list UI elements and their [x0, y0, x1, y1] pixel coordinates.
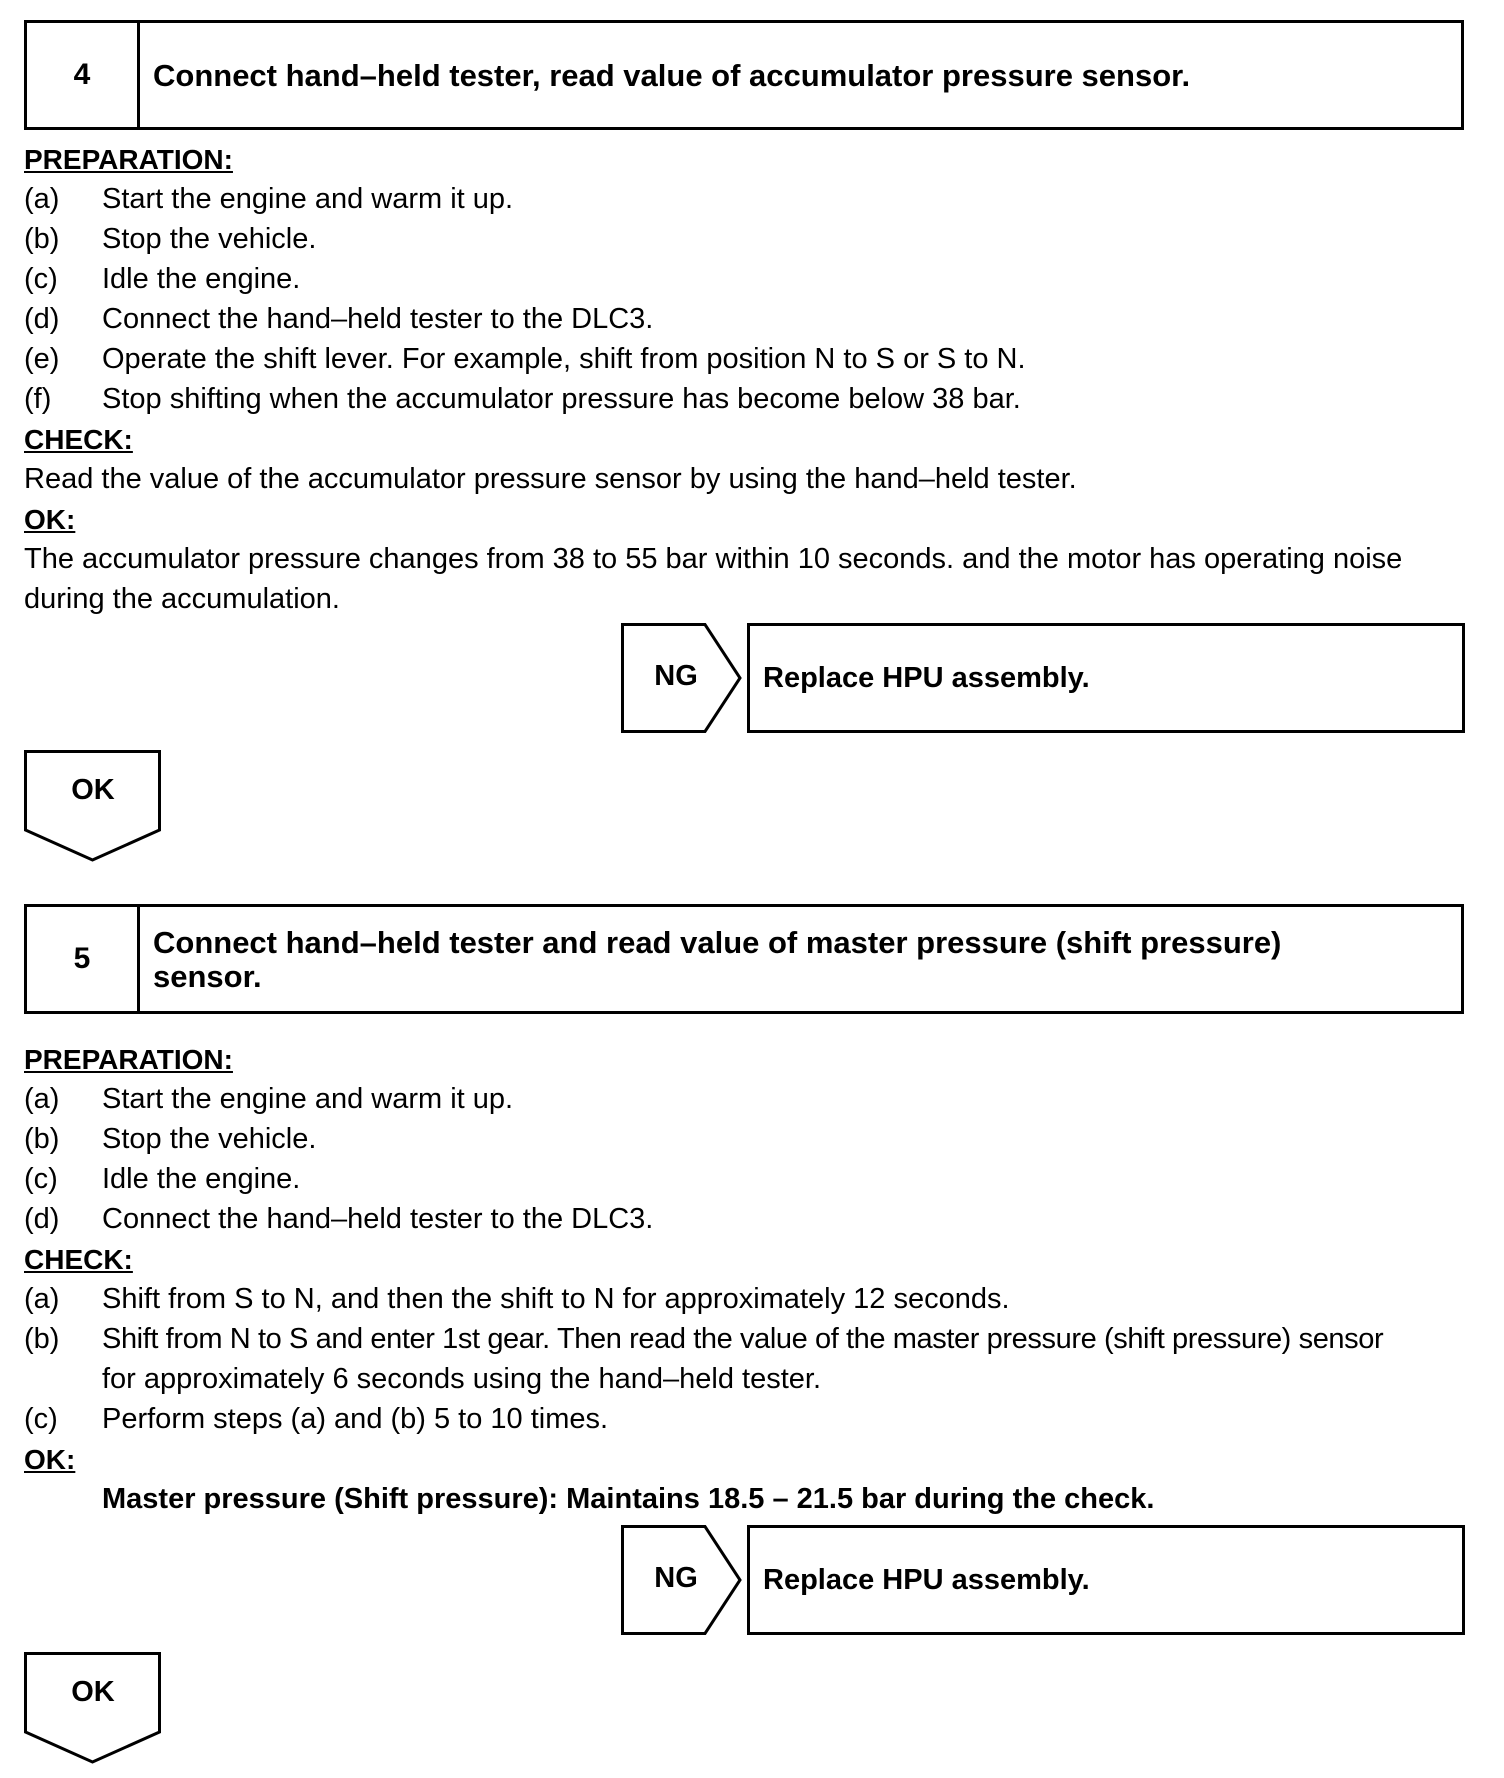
- ng-action-text: Replace HPU assembly.: [763, 1563, 1090, 1596]
- list-text: Idle the engine.: [102, 1163, 301, 1195]
- step-4-number: 4: [27, 23, 140, 127]
- ok-label: OK: [71, 1676, 115, 1708]
- step-5-number: 5: [27, 907, 140, 1011]
- list-text: Perform steps (a) and (b) 5 to 10 times.: [102, 1403, 609, 1435]
- list-label: (e): [24, 343, 60, 375]
- step-5-ng-arrow: [621, 1525, 743, 1635]
- step-4-ok-line-1: The accumulator pressure changes from 38 to 55 bar within 10 seconds. and the motor has operating noise: [24, 543, 1403, 575]
- step-4-preparation-heading: PREPARATION:: [24, 144, 233, 175]
- list-label: (c): [24, 1403, 58, 1435]
- step-4-ng-arrow: [621, 623, 743, 733]
- list-label: (d): [24, 1203, 60, 1235]
- step-4-prep-item-c: [24, 259, 300, 299]
- list-label: (a): [24, 1283, 60, 1315]
- list-text: Start the engine and warm it up.: [102, 1083, 514, 1115]
- step-4-prep-item-f: [24, 379, 1021, 419]
- list-text: Connect the hand–held tester to the DLC3.: [102, 1203, 654, 1235]
- list-label: (c): [24, 1163, 58, 1195]
- list-text: Start the engine and warm it up.: [102, 183, 514, 215]
- step-5-ok-spec: Master pressure (Shift pressure): Maintains 18.5 – 21.5 bar during the check.: [102, 1483, 1155, 1515]
- list-text: Stop the vehicle.: [102, 223, 317, 255]
- list-label: (a): [24, 183, 60, 215]
- list-text: Idle the engine.: [102, 263, 301, 295]
- list-label: (b): [24, 1323, 60, 1355]
- list-label: (d): [24, 303, 60, 335]
- list-label: (b): [24, 1123, 60, 1155]
- list-text: Shift from S to N, and then the shift to N for approximately 12 seconds.: [102, 1283, 1010, 1315]
- step-5-title-line-2: sensor.: [153, 959, 262, 994]
- list-text: Stop the vehicle.: [102, 1123, 317, 1155]
- step-5-check-item-b-continued: for approximately 6 seconds using the hand–held tester.: [102, 1363, 822, 1395]
- step-4-prep-item-d: [24, 299, 653, 339]
- list-label: (c): [24, 263, 58, 295]
- list-label: (a): [24, 1083, 60, 1115]
- step-5-ok-arrow: [24, 1652, 162, 1764]
- ng-action-text: Replace HPU assembly.: [763, 661, 1090, 694]
- step-5-check-item-a: [24, 1279, 1010, 1319]
- step-4-prep-item-a: [24, 179, 513, 219]
- step-4-title: Connect hand–held tester, read value of accumulator pressure sensor.: [153, 58, 1191, 93]
- step-4-ng-action-box: [747, 623, 1465, 733]
- step-4-check-text: Read the value of the accumulator pressure sensor by using the hand–held tester.: [24, 463, 1077, 495]
- step-5-ng-action-box: [747, 1525, 1465, 1635]
- ok-label: OK: [71, 774, 115, 806]
- step-5-prep-item-b: [24, 1119, 316, 1159]
- step-4-ok-heading: OK:: [24, 504, 76, 535]
- step-5-preparation-heading: PREPARATION:: [24, 1044, 233, 1075]
- step-4-header: [24, 20, 1464, 130]
- list-label: (b): [24, 223, 60, 255]
- step-5-header: [24, 904, 1464, 1014]
- list-label: (f): [24, 383, 52, 415]
- step-5-prep-item-d: [24, 1199, 653, 1239]
- list-text: Stop shifting when the accumulator pressure has become below 38 bar.: [102, 383, 1021, 415]
- ng-label: NG: [654, 660, 698, 692]
- step-5-title-line-1: Connect hand–held tester and read value of master pressure (shift pressure): [153, 925, 1282, 960]
- step-4-prep-item-b: [24, 219, 316, 259]
- step-5-ok-heading: OK:: [24, 1444, 76, 1475]
- step-5-prep-item-a: [24, 1079, 513, 1119]
- ng-label: NG: [654, 1562, 698, 1594]
- list-text: Shift from N to S and enter 1st gear. Then read the value of the master pressure (shift pressure) sensor: [102, 1323, 1384, 1355]
- step-4-ok-line-2: during the accumulation.: [24, 583, 340, 615]
- list-text: Connect the hand–held tester to the DLC3.: [102, 303, 654, 335]
- step-5-check-item-b: [24, 1319, 1383, 1359]
- step-4-ok-arrow: [24, 750, 162, 862]
- step-5-check-item-c: [24, 1399, 608, 1439]
- step-4-check-heading: CHECK:: [24, 424, 133, 455]
- step-4-prep-item-e: [24, 339, 1026, 379]
- list-text: Operate the shift lever. For example, shift from position N to S or S to N.: [102, 343, 1026, 375]
- step-5-prep-item-c: [24, 1159, 300, 1199]
- step-5-check-heading: CHECK:: [24, 1244, 133, 1275]
